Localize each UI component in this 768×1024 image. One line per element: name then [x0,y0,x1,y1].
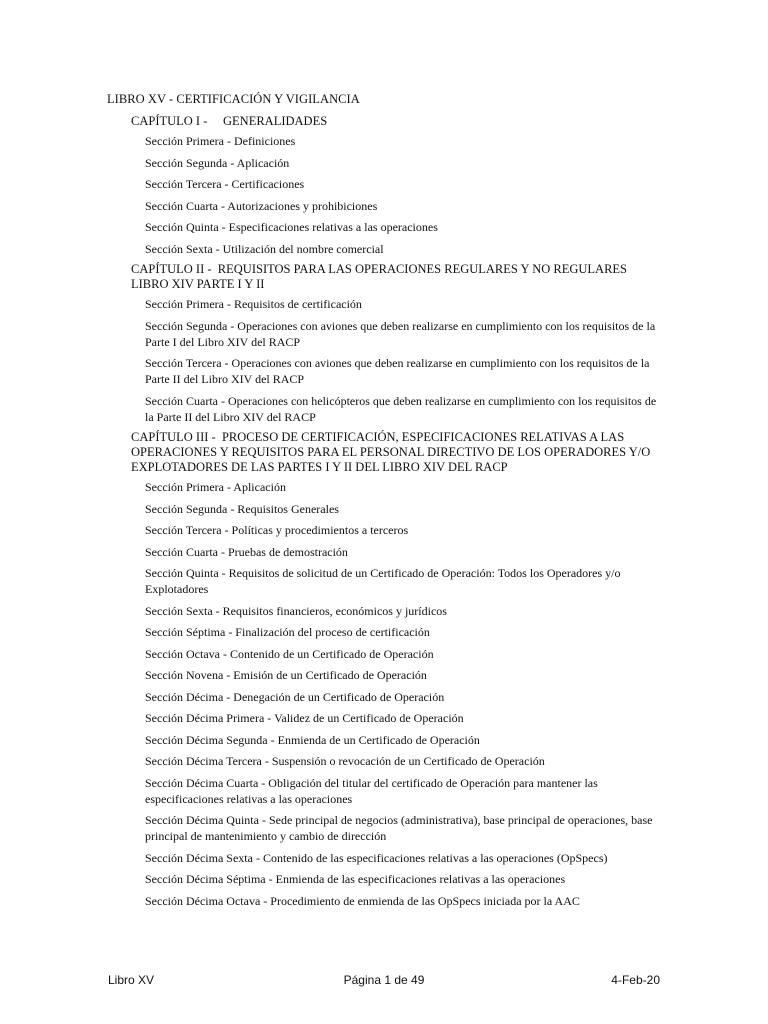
chapter-number: CAPÍTULO III - [131,430,216,444]
chapter-number: CAPÍTULO II - [131,262,212,276]
section-entry: Sección Cuarta - Autorizaciones y prohibiciones [145,198,378,213]
section-entry: Sección Décima Quinta - Sede principal de negocios (administrativa), base principal de operaciones, base principal de mantenimiento y cambio de dirección [145,813,653,843]
footer-page-number: Página 1 de 49 [343,973,425,987]
section-entry: Sección Décima Tercera - Suspensión o revocación de un Certificado de Operación [145,754,545,768]
chapter-heading [131,262,651,292]
section-entry: Sección Décima Segunda - Enmienda de un Certificado de Operación [145,732,480,747]
book-title: LIBRO XV - CERTIFICACIÓN Y VIGILANCIA [107,92,360,106]
section-entry: Sección Octava - Contenido de un Certificado de Operación [145,646,434,661]
section-entry: Sección Tercera - Políticas y procedimientos a terceros [145,523,409,537]
section-entry: Sección Segunda - Aplicación [145,155,290,170]
section-entry: Sección Quinta - Requisitos de solicitud de un Certificado de Operación: Todos los Operadores y/o Explotadores [145,566,621,596]
chapter-heading [131,430,651,475]
section-entry: Sección Décima Primera - Validez de un Certificado de Operación [145,711,464,725]
section-entry: Sección Primera - Aplicación [145,480,286,494]
section-entry: Sección Primera - Definiciones [145,134,296,148]
section-entry: Sección Décima Séptima - Enmienda de las especificaciones relativas a las operaciones [145,872,566,886]
section-entry: Sección Segunda - Operaciones con aviones que deben realizarse en cumplimiento con los requisitos de la Parte I del Libro XIV del RACP [145,318,656,349]
chapter-title: REQUISITOS PARA LAS OPERACIONES REGULARES Y NO REGULARES LIBRO XIV PARTE I Y II [131,262,627,291]
chapter-gap [207,114,223,128]
section-entry: Sección Tercera - Operaciones con aviones que deben realizarse en cumplimiento con los requisitos de la Parte II del Libro XIV del RACP [145,356,650,386]
table-of-contents [0,111,768,914]
section-entry: Sección Primera - Requisitos de certificación [145,297,362,311]
section-entry: Sección Cuarta - Pruebas de demostración [145,544,348,559]
page-footer [0,973,768,989]
section-entry: Sección Sexta - Requisitos financieros, económicos y jurídicos [145,603,447,618]
footer-book: Libro XV [108,973,155,987]
section-entry: Sección Décima Cuarta - Obligación del titular del certificado de Operación para mantener las especificaciones relativas a las operaciones [145,775,598,806]
chapter-title: PROCESO DE CERTIFICACIÓN, ESPECIFICACIONES RELATIVAS A LAS OPERACIONES Y REQUISITOS PARA EL PERSONAL DIRECTIVO DE LOS OPERADORES Y/O EXPLOTADORES DE LAS PARTES I Y II DEL LIBRO XIV DEL RACP [131,430,651,474]
chapter-title: GENERALIDADES [223,114,328,128]
section-entry: Sección Décima Sexta - Contenido de las especificaciones relativas a las operaciones (OpSpecs) [145,850,608,865]
section-entry: Sección Quinta - Especificaciones relativas a las operaciones [145,220,438,234]
section-entry: Sección Cuarta - Operaciones con helicópteros que deben realizarse en cumplimiento con los requisitos de la Parte II del Libro XIV del RACP [145,393,657,424]
section-entry: Sección Décima - Denegación de un Certificado de Operación [145,689,445,704]
section-entry: Sección Tercera - Certificaciones [145,177,305,191]
section-entry: Sección Sexta - Utilización del nombre comercial [145,241,384,256]
chapter-heading [131,114,651,129]
footer-date: 4-Feb-20 [611,973,660,987]
section-entry: Sección Décima Octava - Procedimiento de enmienda de las OpSpecs iniciada por la AAC [145,893,580,908]
section-entry: Sección Séptima - Finalización del proceso de certificación [145,625,430,639]
chapter-number: CAPÍTULO I - [131,114,208,128]
section-entry: Sección Novena - Emisión de un Certificado de Operación [145,668,427,682]
section-entry: Sección Segunda - Requisitos Generales [145,501,339,516]
